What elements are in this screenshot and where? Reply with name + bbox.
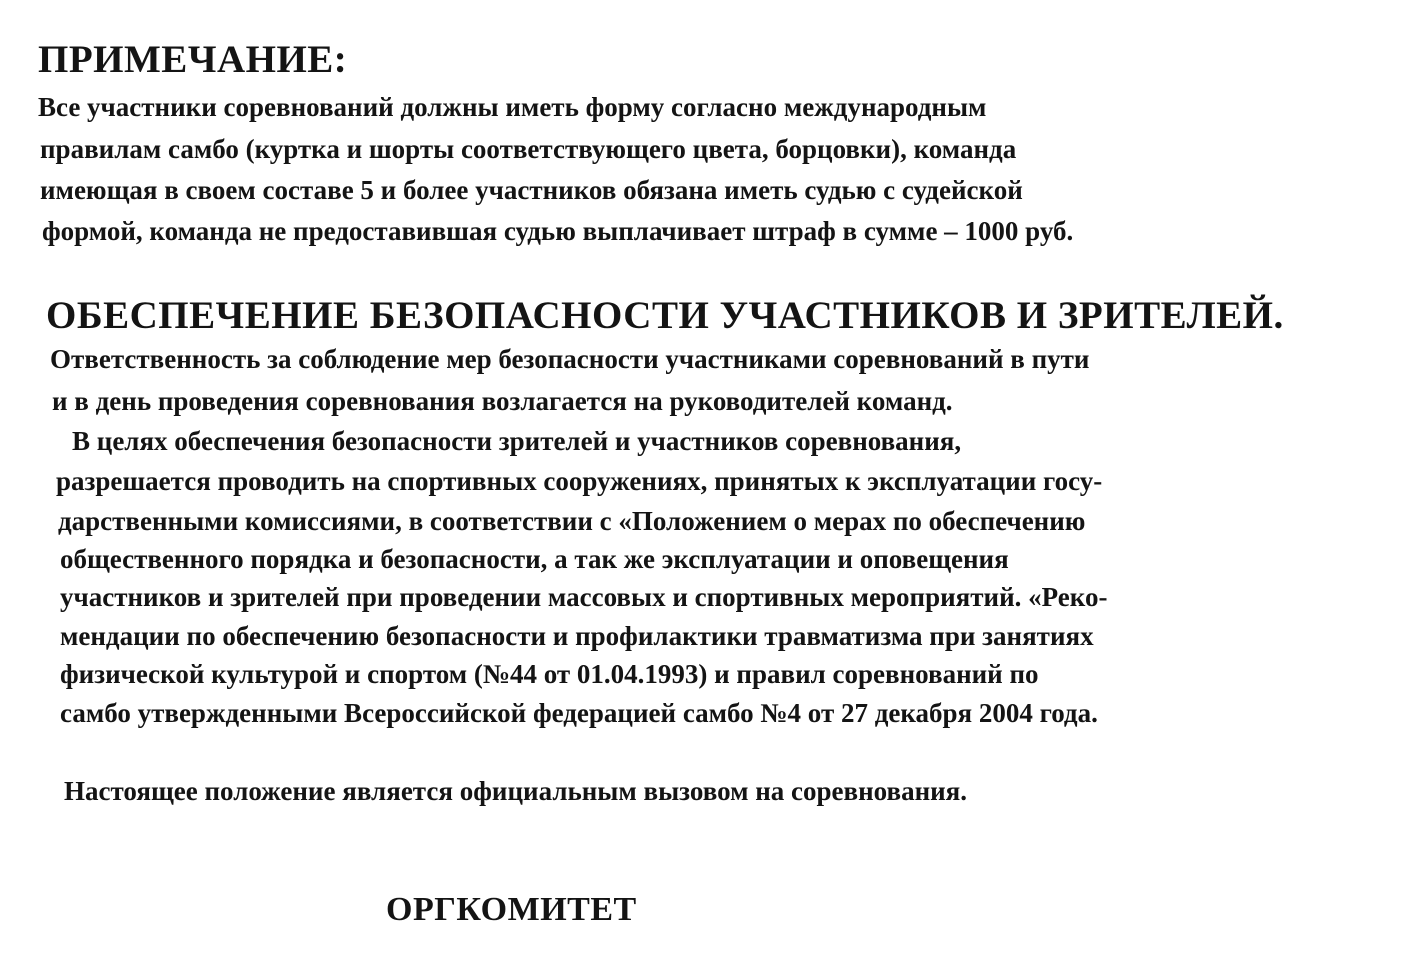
safety-line-5: дарственными комиссиями, в соответствии с «Положением о мерах по обеспечению — [58, 506, 1086, 536]
safety-line-3: В целях обеспечения безопасности зрителей и участников соревнования, — [72, 426, 962, 456]
safety-line-7: участников и зрителей при проведении массовых и спортивных мероприятий. «Реко- — [60, 582, 1108, 612]
note-heading: ПРИМЕЧАНИЕ: — [38, 38, 348, 81]
safety-line-8: мендации по обеспечению безопасности и профилактики травматизма при занятиях — [60, 621, 1094, 651]
note-line-3: имеющая в своем составе 5 и более участников обязана иметь судью с судейской — [40, 175, 1023, 205]
note-line-2: правилам самбо (куртка и шорты соответствующего цвета, борцовки), команда — [40, 134, 1017, 164]
note-line-1: Все участники соревнований должны иметь форму согласно международным — [38, 92, 987, 122]
note-line-4: формой, команда не предоставившая судью выплачивает штраф в сумме – 1000 руб. — [42, 216, 1074, 246]
safety-line-2: и в день проведения соревнования возлагается на руководителей команд. — [52, 386, 953, 416]
safety-line-6: общественного порядка и безопасности, а так же эксплуатации и оповещения — [60, 544, 1009, 574]
safety-line-4: разрешается проводить на спортивных сооружениях, принятых к эксплуатации госу- — [56, 466, 1103, 496]
organizing-committee-signature: ОРГКОМИТЕТ — [386, 891, 637, 928]
safety-line-10: самбо утвержденными Всероссийской федерацией самбо №4 от 27 декабря 2004 года. — [60, 698, 1098, 728]
safety-heading: ОБЕСПЕЧЕНИЕ БЕЗОПАСНОСТИ УЧАСТНИКОВ И ЗРИТЕЛЕЙ. — [46, 294, 1284, 337]
official-call-statement: Настоящее положение является официальным вызовом на соревнования. — [64, 776, 968, 806]
safety-line-1: Ответственность за соблюдение мер безопасности участниками соревнований в пути — [50, 344, 1090, 374]
safety-line-9: физической культурой и спортом (№44 от 01.04.1993) и правил соревнований по — [60, 659, 1039, 689]
